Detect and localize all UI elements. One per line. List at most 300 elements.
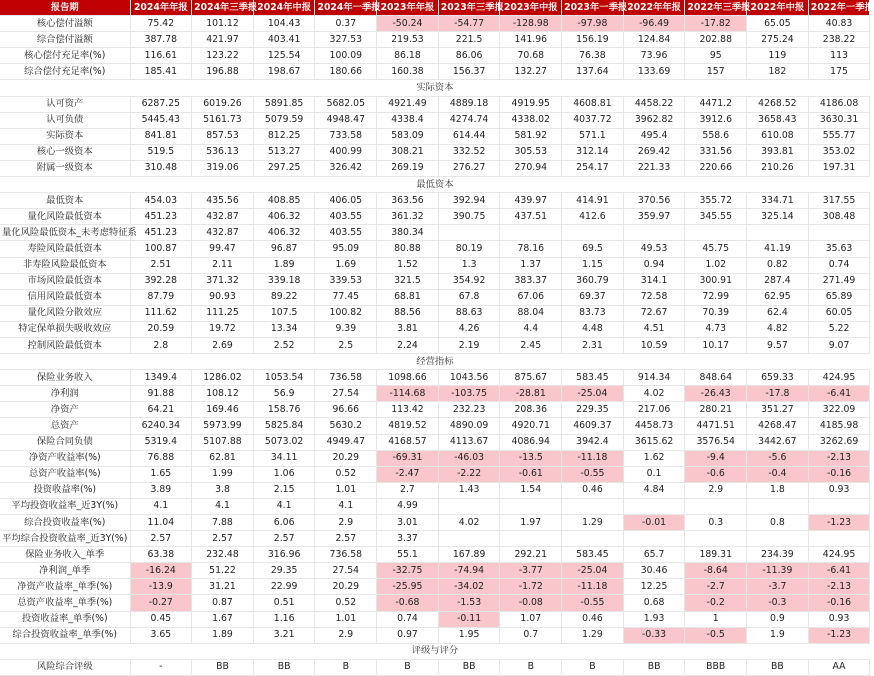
- table-cell: 1043.56: [438, 370, 500, 386]
- table-cell: 354.92: [438, 273, 500, 289]
- table-cell: 80.19: [438, 241, 500, 257]
- section-title: 实际资本: [0, 80, 870, 96]
- table-cell: 2.57: [315, 531, 377, 547]
- table-cell: 2.69: [192, 337, 254, 353]
- table-cell: 314.1: [623, 273, 685, 289]
- table-cell: 3576.54: [685, 434, 747, 450]
- table-cell: [685, 498, 747, 514]
- table-cell: 49.53: [623, 241, 685, 257]
- table-cell: 558.6: [685, 128, 747, 144]
- table-cell: 406.32: [253, 209, 315, 225]
- table-cell: 88.04: [500, 305, 562, 321]
- table-cell: -2.7: [685, 579, 747, 595]
- table-cell: 4.1: [130, 498, 192, 514]
- table-cell: 198.67: [253, 64, 315, 80]
- table-cell: 414.91: [562, 193, 624, 209]
- row-label: 综合偿付充足率(%): [0, 64, 130, 80]
- table-cell: 848.64: [685, 370, 747, 386]
- row-label: 投资收益率_单季(%): [0, 611, 130, 627]
- table-cell: 4037.72: [562, 112, 624, 128]
- table-cell: 392.28: [130, 273, 192, 289]
- table-cell: 424.95: [808, 370, 870, 386]
- table-cell: 69.5: [562, 241, 624, 257]
- table-cell: -6.41: [808, 563, 870, 579]
- table-cell: BB: [438, 659, 500, 675]
- table-cell: 51.22: [192, 563, 254, 579]
- header-period: 2024年三季报: [192, 0, 254, 16]
- table-cell: 6.06: [253, 515, 315, 531]
- table-cell: 220.66: [685, 160, 747, 176]
- table-cell: 736.58: [315, 370, 377, 386]
- table-cell: 363.56: [377, 193, 439, 209]
- table-cell: 3962.82: [623, 112, 685, 128]
- table-row: [0, 337, 870, 353]
- table-cell: -34.02: [438, 579, 500, 595]
- table-cell: 132.27: [500, 64, 562, 80]
- row-label: 认可负债: [0, 112, 130, 128]
- row-label: 综合偿付溢额: [0, 32, 130, 48]
- table-cell: [562, 225, 624, 241]
- table-cell: 2.11: [192, 257, 254, 273]
- table-cell: 208.36: [500, 402, 562, 418]
- table-cell: 495.4: [623, 128, 685, 144]
- table-cell: 857.53: [192, 128, 254, 144]
- table-cell: 35.63: [808, 241, 870, 257]
- table-cell: 6019.26: [192, 96, 254, 112]
- table-cell: 7.88: [192, 515, 254, 531]
- row-label: 净利润: [0, 386, 130, 402]
- table-cell: -13.9: [130, 579, 192, 595]
- section-header-row: [0, 80, 870, 96]
- header-period: 2024年中报: [253, 0, 315, 16]
- table-cell: -46.03: [438, 450, 500, 466]
- table-cell: 27.54: [315, 386, 377, 402]
- table-cell: 332.52: [438, 144, 500, 160]
- table-cell: 4920.71: [500, 418, 562, 434]
- table-row: [0, 531, 870, 547]
- table-cell: 3.01: [377, 515, 439, 531]
- table-cell: 67.06: [500, 289, 562, 305]
- table-cell: [500, 498, 562, 514]
- table-cell: 95.09: [315, 241, 377, 257]
- table-cell: -1.53: [438, 595, 500, 611]
- table-cell: 104.43: [253, 16, 315, 32]
- table-cell: 2.24: [377, 337, 439, 353]
- table-cell: 4458.22: [623, 96, 685, 112]
- table-cell: 0.68: [623, 595, 685, 611]
- table-cell: 40.83: [808, 16, 870, 32]
- table-cell: 271.49: [808, 273, 870, 289]
- table-cell: 45.75: [685, 241, 747, 257]
- table-cell: 20.59: [130, 321, 192, 337]
- table-cell: 610.08: [747, 128, 809, 144]
- table-cell: 432.87: [192, 209, 254, 225]
- header-period: 2024年一季报: [315, 0, 377, 16]
- table-cell: 5891.85: [253, 96, 315, 112]
- table-cell: B: [500, 659, 562, 675]
- table-cell: 20.29: [315, 450, 377, 466]
- table-cell: 4.26: [438, 321, 500, 337]
- table-cell: 72.58: [623, 289, 685, 305]
- table-cell: 1.02: [685, 257, 747, 273]
- table-cell: 87.79: [130, 289, 192, 305]
- table-cell: 100.82: [315, 305, 377, 321]
- table-cell: -26.43: [685, 386, 747, 402]
- table-cell: 1.69: [315, 257, 377, 273]
- table-cell: 19.72: [192, 321, 254, 337]
- row-label: 综合投资收益率(%): [0, 515, 130, 531]
- table-row: [0, 579, 870, 595]
- table-cell: 65.7: [623, 547, 685, 563]
- table-cell: 10.17: [685, 337, 747, 353]
- table-cell: 64.21: [130, 402, 192, 418]
- table-cell: -25.04: [562, 386, 624, 402]
- table-cell: 41.19: [747, 241, 809, 257]
- table-cell: 370.56: [623, 193, 685, 209]
- table-cell: -0.16: [808, 466, 870, 482]
- table-cell: 270.94: [500, 160, 562, 176]
- table-cell: 1.01: [315, 482, 377, 498]
- table-cell: 125.54: [253, 48, 315, 64]
- table-row: [0, 305, 870, 321]
- table-cell: 101.12: [192, 16, 254, 32]
- table-cell: 403.55: [315, 209, 377, 225]
- section-title: 评级与评分: [0, 643, 870, 659]
- table-cell: 22.99: [253, 579, 315, 595]
- table-cell: 1.52: [377, 257, 439, 273]
- table-cell: 4919.95: [500, 96, 562, 112]
- table-cell: 439.97: [500, 193, 562, 209]
- table-cell: 2.57: [192, 531, 254, 547]
- table-row: [0, 595, 870, 611]
- table-cell: 5.22: [808, 321, 870, 337]
- table-row: [0, 193, 870, 209]
- table-cell: 232.48: [192, 547, 254, 563]
- table-cell: -13.5: [500, 450, 562, 466]
- table-cell: 5825.84: [253, 418, 315, 434]
- table-cell: 421.97: [192, 32, 254, 48]
- table-cell: 4890.09: [438, 418, 500, 434]
- table-cell: [747, 531, 809, 547]
- table-cell: -0.16: [808, 595, 870, 611]
- table-cell: -2.22: [438, 466, 500, 482]
- table-cell: -0.08: [500, 595, 562, 611]
- table-cell: 12.25: [623, 579, 685, 595]
- table-cell: -0.6: [685, 466, 747, 482]
- table-cell: 393.81: [747, 144, 809, 160]
- table-cell: -54.77: [438, 16, 500, 32]
- table-cell: -17.82: [685, 16, 747, 32]
- table-cell: 424.95: [808, 547, 870, 563]
- table-row: [0, 321, 870, 337]
- table-cell: 0.93: [808, 611, 870, 627]
- table-cell: 80.88: [377, 241, 439, 257]
- table-cell: 3.65: [130, 627, 192, 643]
- table-cell: 75.42: [130, 16, 192, 32]
- table-cell: 0.8: [747, 515, 809, 531]
- table-cell: BB: [623, 659, 685, 675]
- table-cell: 321.5: [377, 273, 439, 289]
- row-label: 特定保单损失吸收效应: [0, 321, 130, 337]
- table-cell: 583.45: [562, 547, 624, 563]
- table-cell: 116.61: [130, 48, 192, 64]
- table-cell: 4889.18: [438, 96, 500, 112]
- table-cell: [623, 531, 685, 547]
- table-row: [0, 402, 870, 418]
- table-cell: 2.9: [685, 482, 747, 498]
- table-cell: 2.57: [253, 531, 315, 547]
- table-cell: 78.16: [500, 241, 562, 257]
- table-cell: 4.99: [377, 498, 439, 514]
- table-cell: 451.23: [130, 225, 192, 241]
- table-cell: -0.2: [685, 595, 747, 611]
- table-cell: [808, 225, 870, 241]
- table-cell: -25.95: [377, 579, 439, 595]
- row-label: 核心偿付充足率(%): [0, 48, 130, 64]
- table-cell: [562, 498, 624, 514]
- table-cell: 133.69: [623, 64, 685, 80]
- table-cell: [438, 531, 500, 547]
- table-cell: 11.04: [130, 515, 192, 531]
- row-label: 核心一级资本: [0, 144, 130, 160]
- table-cell: 4921.49: [377, 96, 439, 112]
- table-cell: 351.27: [747, 402, 809, 418]
- table-cell: [747, 498, 809, 514]
- table-body: [0, 16, 870, 676]
- table-cell: 89.22: [253, 289, 315, 305]
- table-cell: 3912.6: [685, 112, 747, 128]
- table-cell: -96.49: [623, 16, 685, 32]
- table-cell: 2.45: [500, 337, 562, 353]
- table-cell: 88.63: [438, 305, 500, 321]
- section-header-row: [0, 643, 870, 659]
- table-cell: 107.5: [253, 305, 315, 321]
- table-cell: [685, 531, 747, 547]
- table-cell: 317.55: [808, 193, 870, 209]
- table-cell: 3.8: [192, 482, 254, 498]
- table-cell: 0.74: [808, 257, 870, 273]
- table-cell: 0.46: [562, 482, 624, 498]
- table-cell: 158.76: [253, 402, 315, 418]
- table-cell: 3.37: [377, 531, 439, 547]
- table-cell: 4.84: [623, 482, 685, 498]
- header-period: 2023年年报: [377, 0, 439, 16]
- table-cell: -50.24: [377, 16, 439, 32]
- table-cell: 3262.69: [808, 434, 870, 450]
- table-cell: 733.58: [315, 128, 377, 144]
- row-label: 风险综合评级: [0, 659, 130, 675]
- table-cell: 62.95: [747, 289, 809, 305]
- table-cell: 310.48: [130, 160, 192, 176]
- table-cell: 229.35: [562, 402, 624, 418]
- table-cell: -5.6: [747, 450, 809, 466]
- table-cell: 3942.4: [562, 434, 624, 450]
- table-cell: 4338.4: [377, 112, 439, 128]
- table-row: [0, 16, 870, 32]
- table-cell: 70.39: [685, 305, 747, 321]
- table-cell: 0.1: [623, 466, 685, 482]
- table-cell: 513.27: [253, 144, 315, 160]
- table-cell: 5319.4: [130, 434, 192, 450]
- table-cell: 13.34: [253, 321, 315, 337]
- table-cell: 0.93: [808, 482, 870, 498]
- row-label: 寿险风险最低资本: [0, 241, 130, 257]
- table-cell: [685, 225, 747, 241]
- table-cell: -2.47: [377, 466, 439, 482]
- table-cell: 30.46: [623, 563, 685, 579]
- row-label: 非寿险风险最低资本: [0, 257, 130, 273]
- table-cell: 5630.2: [315, 418, 377, 434]
- table-cell: 31.21: [192, 579, 254, 595]
- table-cell: 412.6: [562, 209, 624, 225]
- table-cell: 2.51: [130, 257, 192, 273]
- table-cell: 435.56: [192, 193, 254, 209]
- table-row: [0, 289, 870, 305]
- table-cell: -32.75: [377, 563, 439, 579]
- row-label: 总资产收益率(%): [0, 466, 130, 482]
- table-cell: 812.25: [253, 128, 315, 144]
- table-cell: 156.19: [562, 32, 624, 48]
- table-cell: 0.9: [747, 611, 809, 627]
- table-cell: 76.88: [130, 450, 192, 466]
- table-cell: [500, 225, 562, 241]
- table-row: [0, 611, 870, 627]
- table-cell: 2.7: [377, 482, 439, 498]
- table-cell: -0.61: [500, 466, 562, 482]
- table-row: [0, 257, 870, 273]
- table-cell: 72.67: [623, 305, 685, 321]
- table-cell: 67.8: [438, 289, 500, 305]
- table-cell: 9.57: [747, 337, 809, 353]
- table-cell: 160.38: [377, 64, 439, 80]
- table-cell: 4086.94: [500, 434, 562, 450]
- table-cell: 383.37: [500, 273, 562, 289]
- table-cell: 2.19: [438, 337, 500, 353]
- table-cell: 62.81: [192, 450, 254, 466]
- table-cell: 238.22: [808, 32, 870, 48]
- header-period: 2022年中报: [747, 0, 809, 16]
- table-row: [0, 498, 870, 514]
- table-cell: 5073.02: [253, 434, 315, 450]
- table-cell: 3.89: [130, 482, 192, 498]
- table-cell: 275.24: [747, 32, 809, 48]
- header-period: 2023年中报: [500, 0, 562, 16]
- table-cell: 280.21: [685, 402, 747, 418]
- row-label: 保险业务收入: [0, 370, 130, 386]
- table-cell: 0.51: [253, 595, 315, 611]
- table-cell: 3442.67: [747, 434, 809, 450]
- table-cell: 83.73: [562, 305, 624, 321]
- table-cell: 169.46: [192, 402, 254, 418]
- table-cell: 1: [685, 611, 747, 627]
- table-cell: 221.33: [623, 160, 685, 176]
- table-row: [0, 515, 870, 531]
- table-cell: 0.82: [747, 257, 809, 273]
- row-label: 最低资本: [0, 193, 130, 209]
- table-cell: 0.45: [130, 611, 192, 627]
- table-cell: -0.27: [130, 595, 192, 611]
- table-cell: 90.93: [192, 289, 254, 305]
- table-cell: 96.87: [253, 241, 315, 257]
- table-cell: 4268.47: [747, 418, 809, 434]
- row-label: 核心偿付溢额: [0, 16, 130, 32]
- table-cell: -25.04: [562, 563, 624, 579]
- table-cell: 124.84: [623, 32, 685, 48]
- table-cell: 1.95: [438, 627, 500, 643]
- table-cell: 0.52: [315, 595, 377, 611]
- table-cell: 287.4: [747, 273, 809, 289]
- table-cell: 3630.31: [808, 112, 870, 128]
- table-cell: 70.68: [500, 48, 562, 64]
- table-cell: AA: [808, 659, 870, 675]
- row-label: 信用风险最低资本: [0, 289, 130, 305]
- table-cell: 4185.98: [808, 418, 870, 434]
- table-cell: 2.9: [315, 515, 377, 531]
- table-cell: B: [562, 659, 624, 675]
- table-cell: 0.3: [685, 515, 747, 531]
- row-label: 实际资本: [0, 128, 130, 144]
- table-cell: [623, 225, 685, 241]
- table-cell: 292.21: [500, 547, 562, 563]
- table-cell: 20.29: [315, 579, 377, 595]
- table-cell: -1.23: [808, 627, 870, 643]
- table-cell: 312.14: [562, 144, 624, 160]
- table-cell: 1098.66: [377, 370, 439, 386]
- table-cell: 1.06: [253, 466, 315, 482]
- table-cell: -0.11: [438, 611, 500, 627]
- table-cell: 1.15: [562, 257, 624, 273]
- table-cell: -0.55: [562, 466, 624, 482]
- table-cell: 1.29: [562, 515, 624, 531]
- table-cell: 4.73: [685, 321, 747, 337]
- table-cell: 5973.99: [192, 418, 254, 434]
- table-cell: 167.89: [438, 547, 500, 563]
- table-row: [0, 241, 870, 257]
- table-cell: BB: [253, 659, 315, 675]
- table-cell: 3.81: [377, 321, 439, 337]
- row-label: 综合投资收益率_单季(%): [0, 627, 130, 643]
- table-cell: 339.53: [315, 273, 377, 289]
- table-cell: 4948.47: [315, 112, 377, 128]
- table-cell: 1.99: [192, 466, 254, 482]
- table-cell: [623, 498, 685, 514]
- table-cell: 400.99: [315, 144, 377, 160]
- table-cell: 4.82: [747, 321, 809, 337]
- table-cell: B: [377, 659, 439, 675]
- table-cell: 1.54: [500, 482, 562, 498]
- table-row: [0, 370, 870, 386]
- table-cell: 4.1: [192, 498, 254, 514]
- table-cell: [438, 498, 500, 514]
- table-cell: 77.45: [315, 289, 377, 305]
- table-cell: -103.75: [438, 386, 500, 402]
- table-cell: 371.32: [192, 273, 254, 289]
- table-cell: -97.98: [562, 16, 624, 32]
- table-cell: 69.37: [562, 289, 624, 305]
- table-cell: -28.81: [500, 386, 562, 402]
- table-cell: -0.33: [623, 627, 685, 643]
- table-cell: 1.89: [253, 257, 315, 273]
- table-cell: 1.07: [500, 611, 562, 627]
- table-cell: 34.11: [253, 450, 315, 466]
- table-cell: 1.43: [438, 482, 500, 498]
- row-label: 量化风险最低资本: [0, 209, 130, 225]
- table-cell: 4.02: [623, 386, 685, 402]
- table-cell: -128.98: [500, 16, 562, 32]
- table-row: [0, 563, 870, 579]
- table-cell: 111.25: [192, 305, 254, 321]
- table-cell: 322.09: [808, 402, 870, 418]
